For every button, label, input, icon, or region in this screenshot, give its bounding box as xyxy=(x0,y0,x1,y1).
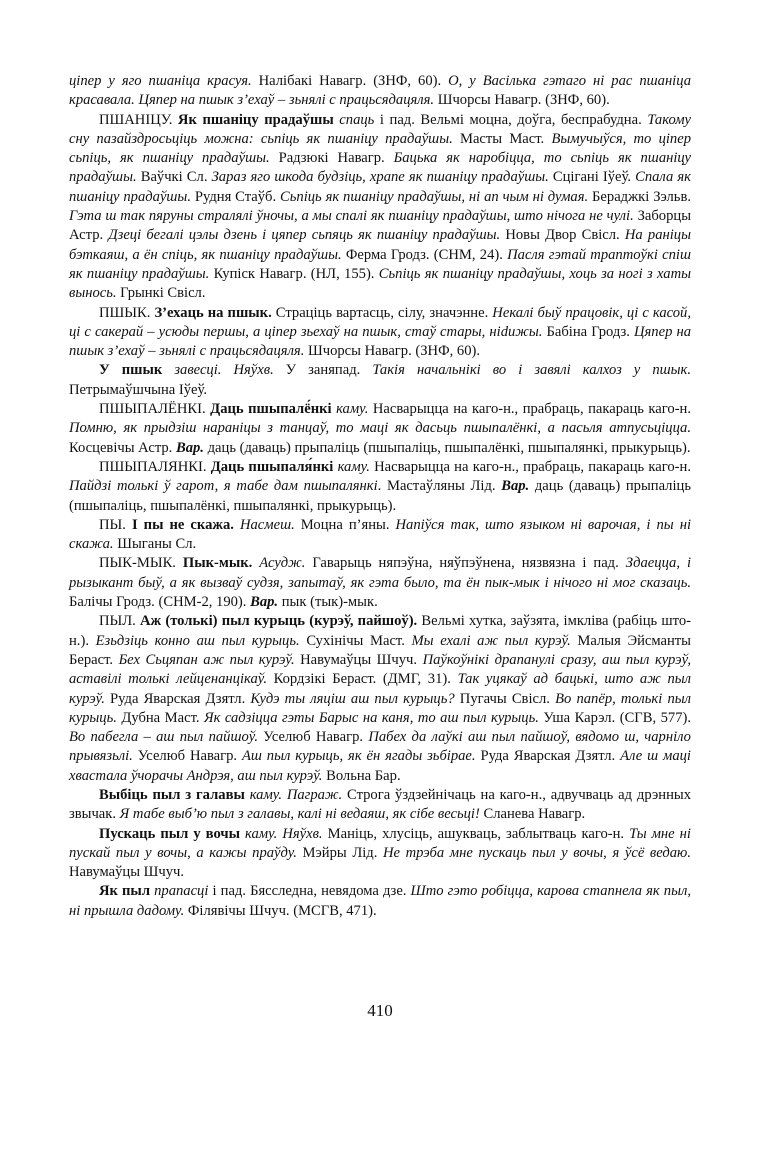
example-text: Што гэто робіцца, карова стапнела як пыл, ні прышла дадому. xyxy=(69,883,691,919)
body-text: ПШЫК. xyxy=(99,304,155,321)
example-text: Во пабегла – аш пыл пайшоў. xyxy=(69,729,258,746)
body-text: пык (тык)-мык. xyxy=(278,594,378,611)
example-text: Цяпер на пшык з’ехаў – зьнялі с працьсядацяля. xyxy=(69,323,691,360)
body-text: і пад. Вельмі моцна, доўга, беспрабудна. xyxy=(374,111,648,128)
entry-paragraph xyxy=(69,882,691,921)
example-text: Пабех да лаўкі аш пыл пайшоў, вядомо ш, чарніло прывязьлі. xyxy=(69,729,691,765)
body-text: Моцна п’яны. xyxy=(294,516,396,533)
entry-paragraph xyxy=(69,554,691,612)
example-text: Дзеці бегалі цэлы дзень і цяпер сьпяць як пшаніцу прадаўшы. xyxy=(108,227,501,244)
example-text: прапасці xyxy=(154,883,209,900)
body-text: Маніць, хлусіць, ашукваць, заблытваць каго-н. xyxy=(322,825,630,842)
example-text: Пасля гэтай траптоўкі спіш як пшаніцу прадаўшы. xyxy=(69,246,691,282)
entry-paragraph xyxy=(69,111,691,304)
entry-paragraph xyxy=(69,516,691,555)
body-text: Заборцы Астр. xyxy=(69,208,691,244)
example-text: Кудэ ты ляціш аш пыл курыць? xyxy=(250,690,455,707)
example-text: Як садзіцца гэты Барыс на каня, то аш пыл курыць. xyxy=(204,709,539,726)
example-text: Асудж. xyxy=(259,555,306,572)
body-text: Кордзікі Бераст. (ДМГ, 31). xyxy=(266,671,458,688)
headword-phrase: Выбіць пыл з галавы xyxy=(99,786,245,803)
example-text: Здаецца, і рызыкант быў, а як вызваў судзя, запытаў, як гэта было, та ён пык-мык і нічого ні мог сказаць. xyxy=(69,555,691,591)
example-text: Так уцякаў ад бацькі, што аж пыл курэў. xyxy=(69,671,691,707)
body-text: Вельмі хутка, заўзята, імкліва (рабіць што-н.). xyxy=(69,613,691,649)
example-text: завесці. Няўхв. xyxy=(174,362,274,379)
body-text: Новы Двор Свісл. xyxy=(500,227,625,244)
example-text: Я табе выб’ю пыл з галавы, калі ні ведаяш, як сібе весьці! xyxy=(119,806,480,823)
example-text: Бех Сьцяпан аж пыл курэў. xyxy=(118,651,295,668)
body-text: Руда Яварская Дзятл. xyxy=(104,690,251,707)
body-text: Навумаўцы Шчуч. xyxy=(294,651,423,668)
variant-marker: Вар. xyxy=(250,594,279,611)
body-text: Строга ўздзейнічаць на каго-н., адвучваць ад дрэнных звычак. xyxy=(69,786,691,823)
body-text: Насварыцца на каго-н., прабраць, пакараць каго-н. xyxy=(369,458,691,475)
example-text: Насмеш. xyxy=(239,516,295,533)
headword-phrase: Пык-мык. xyxy=(182,555,253,572)
headword-phrase: Даць пшыпалё́нкі xyxy=(210,401,332,418)
body-text: Ферма Гродз. (СНМ, 24). xyxy=(341,246,508,263)
body-text: Руда Яварская Дзятл. xyxy=(475,748,621,765)
body-text: Бабіна Гродз. xyxy=(542,323,634,340)
entry-paragraph xyxy=(69,786,691,825)
headword-phrase: І пы не скажа. xyxy=(131,516,234,533)
body-text: Малыя Эйсманты Бераст. xyxy=(69,632,691,668)
body-text: Купіск Навагр. (НЛ, 155). xyxy=(209,265,379,282)
body-text: Сухінічы Маст. xyxy=(299,632,412,649)
example-text: Паўкоўнікі драпанулі сразу, аш пыл курэў, аставілі толькі лейценанцікаў. xyxy=(69,651,691,688)
entry-paragraph xyxy=(69,458,691,516)
example-text: каму. Няўхв. xyxy=(245,825,323,842)
body-text: Пугачы Свісл. xyxy=(454,690,556,707)
headword-phrase: Пускаць пыл у вочы xyxy=(99,825,240,842)
document-body xyxy=(69,72,691,921)
example-text: ціпер у яго пшаніца красуя. xyxy=(69,73,252,89)
body-text: Страціць вартасць, сілу, значэнне. xyxy=(271,304,493,321)
body-text: Філявічы Шчуч. (МСГВ, 471). xyxy=(184,902,377,919)
example-text: На раніцы бэткаяш, а ён спіць, як пшаніцу прадаўшы. xyxy=(69,227,691,263)
body-text: Ваўчкі Сл. xyxy=(136,169,212,186)
example-text: Бацька як наробіцца, то сьпіць як пшаніцу прадаўшы. xyxy=(69,150,691,186)
example-text: Спала як пшаніцу прадаўшы. xyxy=(69,169,691,205)
entry-paragraph xyxy=(69,361,691,400)
body-text: Бераджкі Зэльв. xyxy=(588,188,691,205)
example-text: Аш пыл курыць, як ён ягады зьбірае. xyxy=(241,748,476,765)
body-text: Навумаўцы Шчуч. xyxy=(69,864,185,881)
body-text: Сланева Навагр. xyxy=(479,806,586,823)
body-text xyxy=(162,362,174,378)
body-text: даць (даваць) прыпаліць (пшыпаліць, пшыпалёнкі, пшыпалянкі, прыкурыць). xyxy=(203,439,691,456)
body-text: ПШАНІЦУ. xyxy=(99,111,178,128)
example-text: Але ш мацi хвастала ўчорачы Андрэя, аш пыл курэў. xyxy=(69,748,691,784)
body-text: ПШЫПАЛЯНКІ. xyxy=(99,458,211,475)
example-text: каму. Паграж. xyxy=(249,786,343,803)
body-text: ПЫ. xyxy=(99,516,132,533)
headword-phrase: Як пыл xyxy=(99,883,151,900)
body-text: Дубна Маст. xyxy=(116,709,204,726)
example-text: Вымучыўся, то ціпер сьпіць, як пшаніцу прадаўшы. xyxy=(69,130,691,167)
body-text: Гаварыць няпэўна, няўпэўнена, нязвязна і пад. xyxy=(305,555,626,572)
example-text: спаць xyxy=(339,111,375,128)
body-text: Радзюкі Навагр. xyxy=(269,150,394,167)
body-text: Грынкі Свісл. xyxy=(116,285,206,302)
example-text: Такому сну пазайздросьціць можна: сьпіць як пшаніцу прадаўшы. xyxy=(69,111,692,147)
example-text: каму. xyxy=(337,458,370,475)
headword-phrase: З’ехаць на пшык. xyxy=(154,304,272,321)
body-text: Вольна Бар. xyxy=(322,767,401,784)
example-text: О, у Васілька гэтаго ні рас пшаніца красавала. Цяпер на пшык з’ехаў – зьнялі с працьсядацяля. xyxy=(69,73,692,109)
body-text: Петрымаўшчына Іўеў. xyxy=(69,381,208,398)
variant-marker: Вар. xyxy=(501,478,530,495)
body-text: ПШЫПАЛЁНКІ. xyxy=(99,401,211,418)
body-text: Косцевічы Астр. xyxy=(69,439,176,456)
variant-marker: Вар. xyxy=(175,439,204,456)
example-text: Сьпіць як пшаніцу прадаўшы, хоць за ногі з хаты вынось. xyxy=(69,265,692,302)
body-text: Масты Маст. xyxy=(452,130,552,147)
entry-paragraph xyxy=(69,72,691,111)
page-number: 410 xyxy=(367,1001,393,1020)
body-text: Насварыцца на каго-н., прабраць, пакараць каго-н. xyxy=(368,401,692,418)
body-text: Рудня Стаўб. xyxy=(190,188,281,205)
entry-paragraph xyxy=(69,825,691,883)
example-text: Напіўся так, што языком ні варочая, і пы ні скажа. xyxy=(69,516,691,553)
entry-paragraph xyxy=(69,304,691,362)
example-text: Сьпіць як пшаніцу прадаўшы, ні ап чым ні думая. xyxy=(280,188,589,205)
body-text: даць (даваць) прыпаліць (пшыпаліць, пшыпалёнкі, пшыпалянкі, прыкурыць). xyxy=(69,478,691,514)
body-text: і пад. Бясследна, невядома дзе. xyxy=(208,883,411,900)
headword-phrase: Даць пшыпаля́нкі xyxy=(210,458,334,475)
example-text: Не трэба мне пускаць пыл у вочы, я ўсё ведаю. xyxy=(382,844,691,861)
entry-paragraph xyxy=(69,400,691,458)
headword-phrase: Аж (толькі) пыл курыць (курэў, пайшоў). xyxy=(140,613,418,630)
body-text: Мэйры Лід. xyxy=(296,844,383,861)
body-text: Уселюб Навагр. xyxy=(258,729,369,746)
entry-paragraph xyxy=(69,612,691,786)
example-text: Пайдзі толькі ў гарот, я табе дам пшыпалянкі xyxy=(69,478,378,495)
headword-phrase: У пшык xyxy=(99,362,163,379)
body-text: Шыганы Сл. xyxy=(113,536,197,553)
body-text: Сцігані Іўеў. xyxy=(548,169,636,186)
body-text: ПЫЛ. xyxy=(99,613,141,630)
body-text: Шчорсы Навагр. (ЗНФ, 60). xyxy=(434,92,610,109)
body-text: Шчорсы Навагр. (ЗНФ, 60). xyxy=(304,343,481,360)
body-text: Налібакі Навагр. (ЗНФ, 60). xyxy=(251,73,449,89)
example-text: каму. xyxy=(336,401,369,418)
example-text: Некалі быў працовік, ці с касой, ці с сакерай – усюды першы, а ціпер зьехаў на пшык, стаў стары, ніduжы. xyxy=(69,304,691,340)
example-text: Зараз яго шкода будзіць, храпе як пшаніцу прадаўшы. xyxy=(211,169,549,186)
example-text: Ты мне ні пускай пыл у вочы, а кажы праўду. xyxy=(69,825,691,861)
body-text: У заняпад. xyxy=(273,362,373,379)
example-text: Помню, як прыдзіш нараніцы з танцаў, то мацi як дасьць пшыпалёнкi, а пасьля атпусьціцца. xyxy=(69,420,691,437)
example-text: Во папёр, толькі пыл курыць. xyxy=(69,690,691,726)
body-text: Уселюб Навагр. xyxy=(132,748,242,765)
body-text: ПЫК-МЫК. xyxy=(99,555,183,572)
body-text: Уша Карэл. (СГВ, 577). xyxy=(538,709,692,726)
example-text: Мы ехалі аж пыл курэў. xyxy=(411,632,571,649)
example-text: Гэта ш так пяруны стралялі ўночы, а мы спалі як пшаніцу прадаўшы, што нічога не чулі. xyxy=(69,208,634,225)
headword-phrase: Як пшаніцу прадаўшы xyxy=(177,111,334,128)
example-text: Такія начальнікі во і завялі калхоз у пшык. xyxy=(372,362,692,379)
body-text: Балічы Гродз. (СНМ-2, 190). xyxy=(69,594,251,611)
example-text: Езьдзіць конно аш пыл курыць. xyxy=(95,632,300,649)
body-text: . Мастаўляны Лід. xyxy=(377,478,502,495)
